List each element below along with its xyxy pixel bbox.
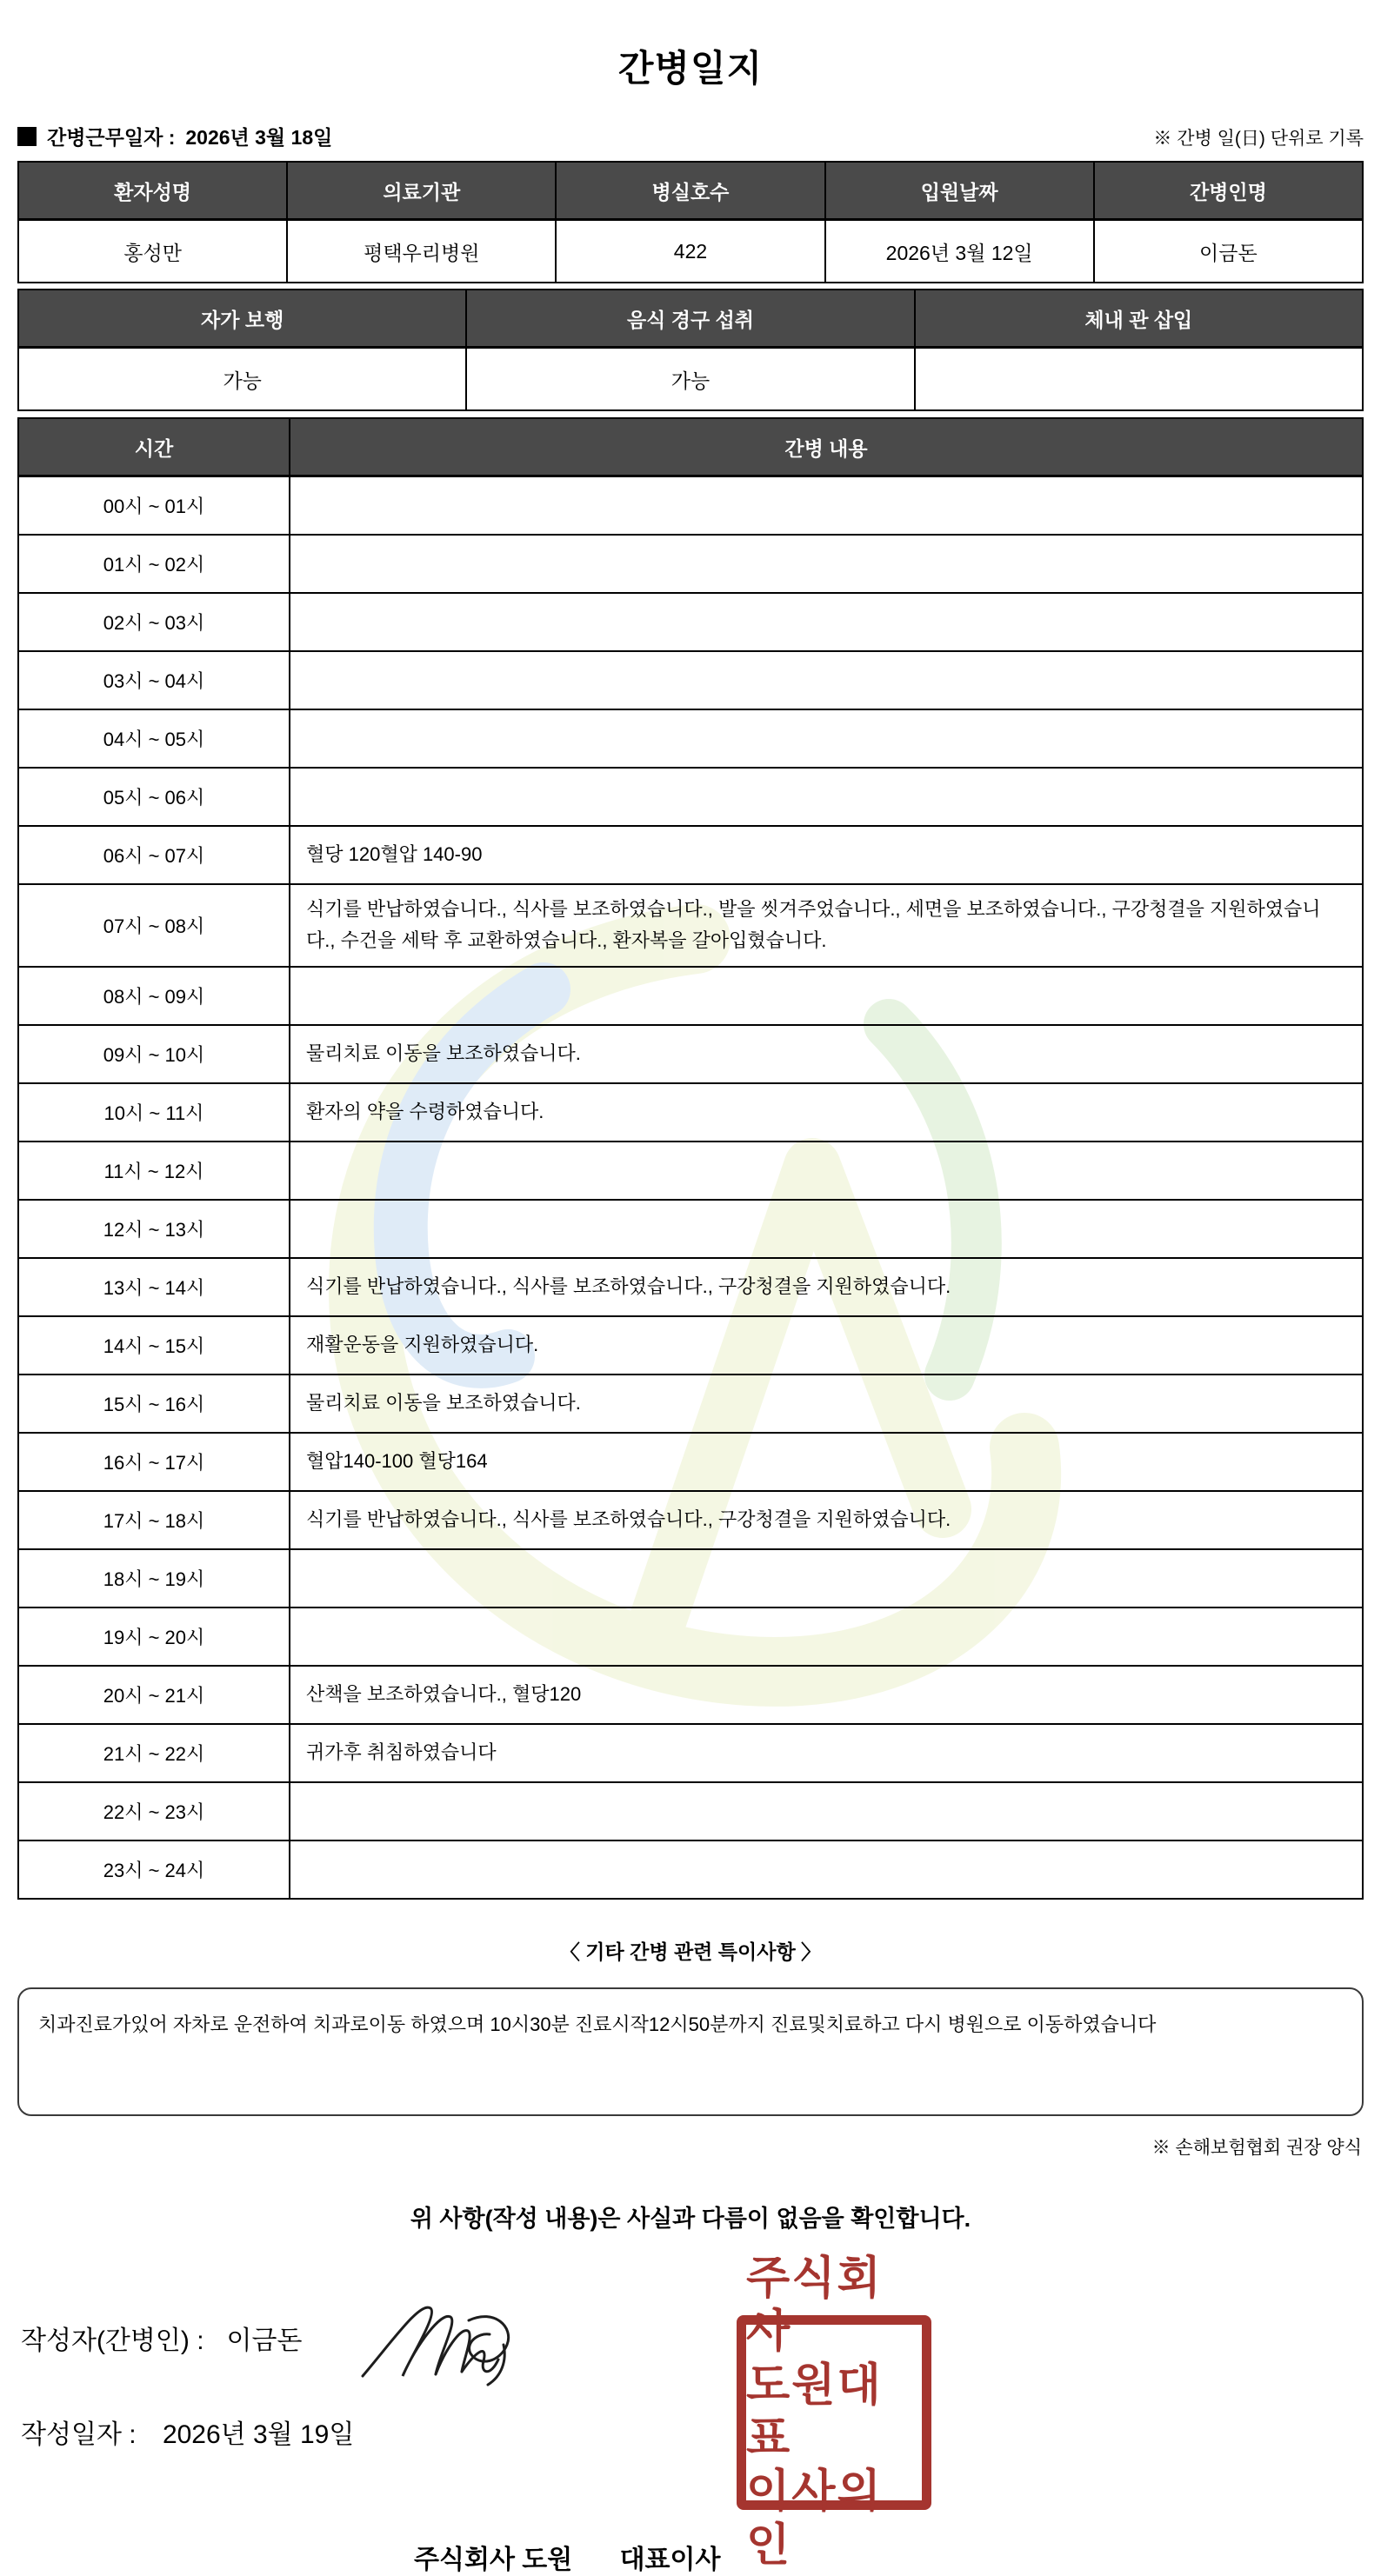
written-date-value: 2026년 3월 19일 bbox=[162, 2420, 355, 2449]
work-date bbox=[17, 122, 332, 150]
ceo-label: 대표이사 bbox=[619, 2545, 721, 2574]
care-content-cell bbox=[290, 651, 1363, 709]
care-row-20 bbox=[18, 1666, 1363, 1724]
patient-info-table bbox=[17, 161, 1364, 283]
notes-heading: 〈 기타 간병 관련 특이사항 〉 bbox=[559, 1940, 822, 1963]
care-time-cell: 14시 ~ 15시 bbox=[18, 1316, 290, 1375]
care-content-cell bbox=[290, 1142, 1363, 1200]
patient-header-row bbox=[18, 162, 1363, 220]
care-row-11 bbox=[18, 1142, 1363, 1200]
care-time-cell: 02시 ~ 03시 bbox=[18, 593, 290, 651]
care-time-cell: 11시 ~ 12시 bbox=[18, 1142, 290, 1200]
form-note: ※ 손해보험협회 권장 양식 bbox=[1151, 2137, 1362, 2158]
patient-value-cell-1: 평택우리병원 bbox=[287, 220, 556, 283]
writer-name: 이금돈 bbox=[226, 2326, 303, 2355]
time-column-header: 시간 bbox=[18, 418, 290, 476]
care-content-cell bbox=[290, 1549, 1363, 1608]
care-time-cell: 15시 ~ 16시 bbox=[18, 1375, 290, 1433]
work-date-value: 2026년 3월 18일 bbox=[185, 126, 333, 149]
care-row-1 bbox=[18, 535, 1363, 593]
care-content-cell bbox=[290, 1200, 1363, 1258]
care-row-19 bbox=[18, 1608, 1363, 1666]
care-time-cell: 13시 ~ 14시 bbox=[18, 1258, 290, 1316]
patient-header-cell-0: 환자성명 bbox=[18, 162, 287, 220]
care-row-8 bbox=[18, 967, 1363, 1025]
condition-value-row bbox=[18, 348, 1363, 411]
care-content-cell: 식기를 반납하였습니다., 식사를 보조하였습니다., 발을 씻겨주었습니다., 세면을 보조하였습니다., 구강청결을 지원하였습니다., 수건을 세탁 후 교환하였습니다., 환자복을 갈아입혔습니다. bbox=[290, 884, 1363, 967]
corporate-seal-stamp bbox=[737, 2253, 931, 2571]
care-row-16 bbox=[18, 1433, 1363, 1491]
care-content-cell: 귀가후 취침하였습니다 bbox=[290, 1724, 1363, 1782]
care-row-15 bbox=[18, 1375, 1363, 1433]
patient-value-cell-0: 홍성만 bbox=[18, 220, 287, 283]
care-content-cell bbox=[290, 1782, 1363, 1840]
care-content-cell: 산책을 보조하였습니다., 혈당120 bbox=[290, 1666, 1363, 1724]
care-time-cell: 10시 ~ 11시 bbox=[18, 1083, 290, 1142]
content-column-header: 간병 내용 bbox=[290, 418, 1363, 476]
care-row-3 bbox=[18, 651, 1363, 709]
care-row-6 bbox=[18, 826, 1363, 884]
condition-table bbox=[17, 289, 1364, 411]
care-time-cell: 08시 ~ 09시 bbox=[18, 967, 290, 1025]
handwritten-signature bbox=[357, 2293, 523, 2390]
care-content-cell: 식기를 반납하였습니다., 식사를 보조하였습니다., 구강청결을 지원하였습니다. bbox=[290, 1258, 1363, 1316]
confirmation-statement: 위 사항(작성 내용)은 사실과 다름이 없음을 확인합니다. bbox=[410, 2205, 971, 2232]
company-name: 주식회사 도원 bbox=[414, 2545, 573, 2574]
care-content-cell bbox=[290, 593, 1363, 651]
care-time-cell: 07시 ~ 08시 bbox=[18, 884, 290, 967]
care-time-cell: 04시 ~ 05시 bbox=[18, 709, 290, 768]
patient-header-cell-4: 간병인명 bbox=[1094, 162, 1363, 220]
seal-text-line-1: 도원대표 bbox=[746, 2360, 883, 2464]
care-row-12 bbox=[18, 1200, 1363, 1258]
care-content-cell: 혈당 120혈압 140-90 bbox=[290, 826, 1363, 884]
condition-header-cell-0: 자가 보행 bbox=[18, 290, 466, 348]
seal-text-line-0: 주식회사 bbox=[746, 2253, 883, 2358]
care-time-cell: 20시 ~ 21시 bbox=[18, 1666, 290, 1724]
notes-box bbox=[17, 1987, 1364, 2116]
care-row-23 bbox=[18, 1840, 1363, 1899]
care-row-14 bbox=[18, 1316, 1363, 1375]
writer-label: 작성자(간병인) : bbox=[21, 2326, 204, 2355]
condition-header-cell-1: 음식 경구 섭취 bbox=[466, 290, 914, 348]
patient-value-row bbox=[18, 220, 1363, 283]
written-date-row bbox=[21, 2413, 1381, 2451]
care-time-cell: 18시 ~ 19시 bbox=[18, 1549, 290, 1608]
care-row-0 bbox=[18, 476, 1363, 536]
care-time-cell: 05시 ~ 06시 bbox=[18, 768, 290, 826]
patient-value-cell-3: 2026년 3월 12일 bbox=[825, 220, 1094, 283]
care-time-cell: 06시 ~ 07시 bbox=[18, 826, 290, 884]
care-time-cell: 09시 ~ 10시 bbox=[18, 1025, 290, 1083]
condition-value-cell-0: 가능 bbox=[18, 348, 466, 411]
care-time-cell: 16시 ~ 17시 bbox=[18, 1433, 290, 1491]
care-content-cell bbox=[290, 1608, 1363, 1666]
condition-header-row bbox=[18, 290, 1363, 348]
care-row-22 bbox=[18, 1782, 1363, 1840]
condition-header-cell-2: 체내 관 삽입 bbox=[915, 290, 1363, 348]
patient-value-cell-4: 이금돈 bbox=[1094, 220, 1363, 283]
black-square-bullet-icon bbox=[17, 127, 37, 146]
care-header-row bbox=[18, 418, 1363, 476]
writer-row bbox=[21, 2289, 1381, 2386]
patient-header-cell-3: 입원날짜 bbox=[825, 162, 1094, 220]
care-content-cell bbox=[290, 1840, 1363, 1899]
care-row-5 bbox=[18, 768, 1363, 826]
patient-header-cell-2: 병실호수 bbox=[556, 162, 824, 220]
condition-value-cell-1: 가능 bbox=[466, 348, 914, 411]
care-row-13 bbox=[18, 1258, 1363, 1316]
written-date-label: 작성일자 : bbox=[21, 2420, 137, 2449]
care-time-cell: 03시 ~ 04시 bbox=[18, 651, 290, 709]
work-date-label: 간병근무일자 : bbox=[47, 126, 176, 149]
seal-text-line-2: 이사의인 bbox=[746, 2466, 883, 2571]
care-time-cell: 00시 ~ 01시 bbox=[18, 476, 290, 536]
work-date-row bbox=[17, 122, 1364, 150]
care-content-cell: 물리치료 이동을 보조하였습니다. bbox=[290, 1025, 1363, 1083]
care-row-2 bbox=[18, 593, 1363, 651]
care-time-cell: 12시 ~ 13시 bbox=[18, 1200, 290, 1258]
care-content-cell bbox=[290, 709, 1363, 768]
care-time-cell: 17시 ~ 18시 bbox=[18, 1491, 290, 1549]
care-log-table bbox=[17, 417, 1364, 1900]
care-content-cell: 재활운동을 지원하였습니다. bbox=[290, 1316, 1363, 1375]
condition-value-cell-2 bbox=[915, 348, 1363, 411]
care-time-cell: 01시 ~ 02시 bbox=[18, 535, 290, 593]
care-content-cell: 물리치료 이동을 보조하였습니다. bbox=[290, 1375, 1363, 1433]
patient-value-cell-2: 422 bbox=[556, 220, 824, 283]
patient-header-cell-1: 의료기관 bbox=[287, 162, 556, 220]
care-time-cell: 19시 ~ 20시 bbox=[18, 1608, 290, 1666]
care-content-cell bbox=[290, 476, 1363, 536]
care-content-cell: 식기를 반납하였습니다., 식사를 보조하였습니다., 구강청결을 지원하였습니다. bbox=[290, 1491, 1363, 1549]
care-row-10 bbox=[18, 1083, 1363, 1142]
care-time-cell: 22시 ~ 23시 bbox=[18, 1782, 290, 1840]
care-content-cell: 환자의 약을 수령하였습니다. bbox=[290, 1083, 1363, 1142]
care-content-cell bbox=[290, 768, 1363, 826]
care-content-cell bbox=[290, 535, 1363, 593]
care-row-21 bbox=[18, 1724, 1363, 1782]
care-row-17 bbox=[18, 1491, 1363, 1549]
page-title: 간병일지 bbox=[617, 48, 764, 89]
care-content-cell bbox=[290, 967, 1363, 1025]
unit-note: ※ 간병 일(日) 단위로 기록 bbox=[1153, 129, 1364, 149]
care-content-cell: 혈압140-100 혈당164 bbox=[290, 1433, 1363, 1491]
care-time-cell: 23시 ~ 24시 bbox=[18, 1840, 290, 1899]
care-row-4 bbox=[18, 709, 1363, 768]
notes-content: 치과진료가있어 자차로 운전하여 치과로이동 하였으며 10시30분 진료시작12시50분까지 진료및치료하고 다시 병원으로 이동하였습니다 bbox=[38, 2013, 1157, 2035]
care-row-18 bbox=[18, 1549, 1363, 1608]
care-row-9 bbox=[18, 1025, 1363, 1083]
care-time-cell: 21시 ~ 22시 bbox=[18, 1724, 290, 1782]
care-row-7 bbox=[18, 884, 1363, 967]
